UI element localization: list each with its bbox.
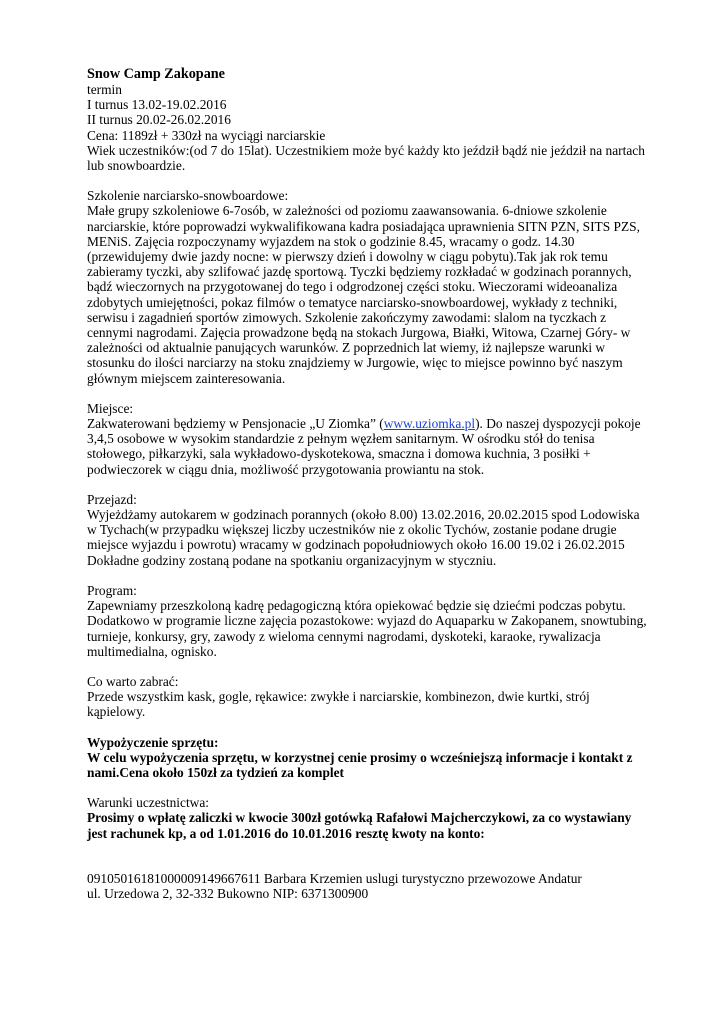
program-heading: Program: <box>87 582 137 598</box>
place-text-start: Zakwaterowani będziemy w Pensjonacie „U Ziomka” ( <box>87 416 384 432</box>
place-text-end: ). Do naszej dyspozycji pokoje 3,4,5 osobowe w wysokim standardzie z pełnym węzłem sanitarnym. W ośrodku stół do tenisa stołowego, piłkarzyki, sala wykładowo-dyskotekowa, smaczna i domowa kuchnia, 3 posiłki + podwieczorek w ciągu dnia, możliwość przygotowania prowiantu na stok. <box>87 416 641 477</box>
turn-two: II turnus 20.02-26.02.2016 <box>87 112 231 128</box>
price-line: Cena: 1189zł + 330zł na wyciągi narciarskie <box>87 127 326 143</box>
age-line: Wiek uczestników:(od 7 do 15lat). Uczestnikiem może być każdy kto jeździł bądź nie jeździł na nartach lub snowboardzie. <box>87 142 645 174</box>
turn-one: I turnus 13.02-19.02.2016 <box>87 97 227 113</box>
travel-heading: Przejazd: <box>87 491 137 507</box>
address-line: ul. Urzedowa 2, 32-332 Bukowno NIP: 6371300900 <box>87 885 369 901</box>
place-heading: Miejsce: <box>87 400 134 416</box>
term-label: termin <box>87 82 122 97</box>
bring-heading: Co warto zabrać: <box>87 673 179 689</box>
place-body <box>87 416 647 477</box>
bring-body: Przede wszystkim kask, gogle, rękawice: zwykłe i narciarskie, kombinezon, dwie kurtki, strój kąpielowy. <box>87 689 590 720</box>
rental-body: W celu wypożyczenia sprzętu, w korzystnej cenie prosimy o wcześniejszą informacje i kontakt z nami.Cena około 150zł za tydzień za komplet <box>87 749 633 780</box>
pension-website-link[interactable]: www.uziomka.pl <box>383 416 476 432</box>
document-title: Snow Camp Zakopane <box>87 66 225 82</box>
conditions-body: Prosimy o wpłatę zaliczki w kwocie 300zł gotówką Rafałowi Majcherczykowi, za co wystawiany jest rachunek kp, a od 1.01.2016 do 10.01.2016 resztę kwoty na konto: <box>87 810 632 841</box>
conditions-heading: Warunki uczestnictwa: <box>87 795 209 811</box>
travel-body: Wyjeżdżamy autokarem w godzinach porannych (około 8.00) 13.02.2016, 20.02.2015 spod Lodowiska w Tychach(w przypadku większej liczby uczestników nie z okolic Tychów, zostanie podane drugie miejsce wyjazdu i powrotu) wracamy w godzinach popołudniowych około 16.00 19.02 i 26.02.2015 Dokładne godziny zostaną podane na spotkaniu organizacyjnym w styczniu. <box>87 507 640 568</box>
training-body: Małe grupy szkoleniowe 6-7osób, w zależności od poziomu zaawansowania. 6-dniowe szkolenie narciarskie, które poprowadzi wykwalifikowana kadra posiadająca uprawnienia SITN PZN, SITS PZS, MENiS. Zajęcia rozpoczynamy wyjazdem na stok o godzinie 8.45, wracamy o godz. 14.30 (przewidujemy dwie jazdy nocne: w pierwszy dzień i dowolny w ciągu pobytu).Tak jak rok temu zabieramy tyczki, aby szlifować jazdę sportową. Tyczki będziemy rozkładać w godzinach porannych, bądź wieczornych na przygotowanej do tego i odgrodzonej części stoku. Wieczorami wideoanaliza zdobytych umiejętności, pokaz filmów o tematyce narciarsko-snowboardowej, wykłady z techniki, serwisu i zagadnień sportów zimowych. Szkolenie zakończymy zawodami: slalom na tyczkach z cennymi nagrodami. Zajęcia prowadzone będą na stokach Jurgowa, Białki, Witowa, Czarnej Góry- w zależności od aktualnie panujących warunków. Z poprzednich lat wiemy, iż najlepsze warunki w stosunku do ilości narciarzy na stoku znajdziemy w Jurgowie, więc to miejsce powinno być naszym głównym miejscem zainteresowania. <box>87 203 640 386</box>
document-page <box>87 66 647 901</box>
program-body: Zapewniamy przeszkoloną kadrę pedagogiczną która opiekować będzie się dziećmi podczas pobytu. Dodatkowo w programie liczne zajęcia pozastokowe: wyjazd do Aquaparku w Zakopanem, snowtubing, turnieje, konkursy, gry, zawody z wieloma cennymi nagrodami, dyskoteki, karaoke, rywalizacja multimedialna, ognisko. <box>87 598 647 659</box>
account-line: 09105016181000009149667611 Barbara Krzemien uslugi turystyczno przewozowe Andatur <box>87 870 582 886</box>
training-heading: Szkolenie narciarsko-snowboardowe: <box>87 188 289 204</box>
rental-heading: Wypożyczenie sprzętu: <box>87 734 219 750</box>
